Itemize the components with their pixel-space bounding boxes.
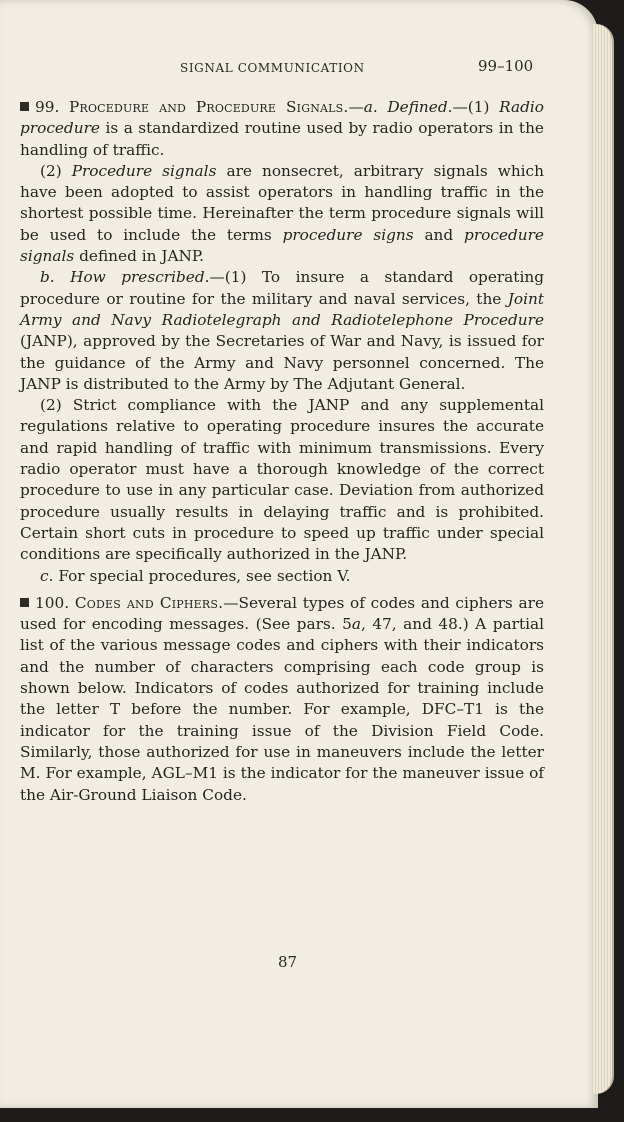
paragraph-100 [20, 593, 544, 806]
subpar-b-heading: How prescribed. [70, 268, 210, 287]
section-99-title: Procedure and Procedure Signals. [68, 98, 349, 116]
section-100-text-2: , 47, and 48.) A partial list of the various message codes and ciphers with their indicators and the number of characters comprising each code group is shown below. Indicators of codes authorized for training include the letter T before the number. For example, DFC–T1 is the indicator for the training issue of the Division Field Code. Similarly, those authorized for use in maneuvers include the letter M. For example, AGL–M1 is the indicator for the maneuver issue of the Air-Ground Liaison Code. [20, 615, 544, 804]
subpar-b1-text-end: (JANP), approved by the Secretaries of War and Navy, is issued for the guidance of the Army and Navy personnel concerned. The JANP is distributed to the Army by The Adjutant General. [20, 332, 544, 393]
subpar-a2-number: (2) [40, 161, 62, 180]
subpar-b-label: b. [40, 268, 55, 287]
section-marker-icon [20, 598, 29, 607]
subpar-a1-text: is a standardized routine used by radio operators in the handling of traffic. [20, 119, 544, 159]
subpar-b1-text: To insure a standard operating procedure or routine for the military and naval services, the [20, 268, 544, 308]
page-number: 87 [278, 953, 298, 971]
dash: — [348, 98, 364, 116]
subpar-a2-text-end: defined in JANP. [79, 247, 204, 266]
section-100-text: —Several types of codes and ciphers are used for encoding messages. (See pars. 5 [20, 593, 544, 634]
term-procedure-signals-2: procedure signals [20, 225, 544, 266]
section-100-title: Codes and Ciphers. [74, 593, 224, 612]
subpar-b2-text: (2) Strict compliance with the JANP and any supplemental regulations relative to operating procedure insures the accurate and rapid handling of traffic with minimum transmissions. Every radio operator must have a thorough knowledge of the correct procedure to use in any particular case. Deviation from authorized procedure usually results in delaying traffic and is prohibited. Certain short cuts in procedure to speed up traffic under special conditions are specifically authorized in the JANP. [20, 396, 544, 564]
subpar-a2-text: are nonsecret, arbitrary signals which have been adopted to assist operators in handling traffic in the shortest possible time. Hereinafter the term procedure signals will be used to include the terms [20, 161, 544, 244]
paragraph-range: 99–100 [478, 57, 534, 75]
running-head [0, 57, 598, 81]
paragraph-99-c [20, 566, 544, 587]
term-procedure-signals: Procedure signals [71, 161, 217, 180]
janp-full-title: Joint Army and Navy Radiotelegraph and Radiotelephone Procedure [20, 289, 544, 329]
term-radio-procedure: Radio procedure [20, 98, 545, 138]
subpar-b1-number: —(1) [209, 268, 247, 287]
section-100-number: 100. [35, 593, 70, 612]
running-title: SIGNAL COMMUNICATION [180, 61, 365, 75]
subpar-a1-number: —(1) [452, 98, 490, 116]
page-edges-decoration [592, 24, 614, 1094]
section-99-number: 99. [35, 98, 60, 116]
paragraph-99-b1 [20, 267, 544, 395]
conjunction: and [424, 225, 454, 244]
subpar-c-text: For special procedures, see section V. [58, 566, 351, 585]
subpar-a-label: a. [363, 98, 378, 116]
term-procedure-signs: procedure signs [282, 225, 414, 244]
subpar-c-label: c. [40, 566, 54, 585]
section-marker-icon [20, 102, 29, 111]
paragraph-99-a1 [20, 97, 544, 161]
paragraph-99-a2 [20, 161, 544, 267]
subpar-a-heading: Defined. [387, 98, 453, 116]
par-reference-letter: a [351, 615, 361, 634]
paragraph-99-b2 [20, 395, 544, 565]
page-body [20, 97, 544, 806]
